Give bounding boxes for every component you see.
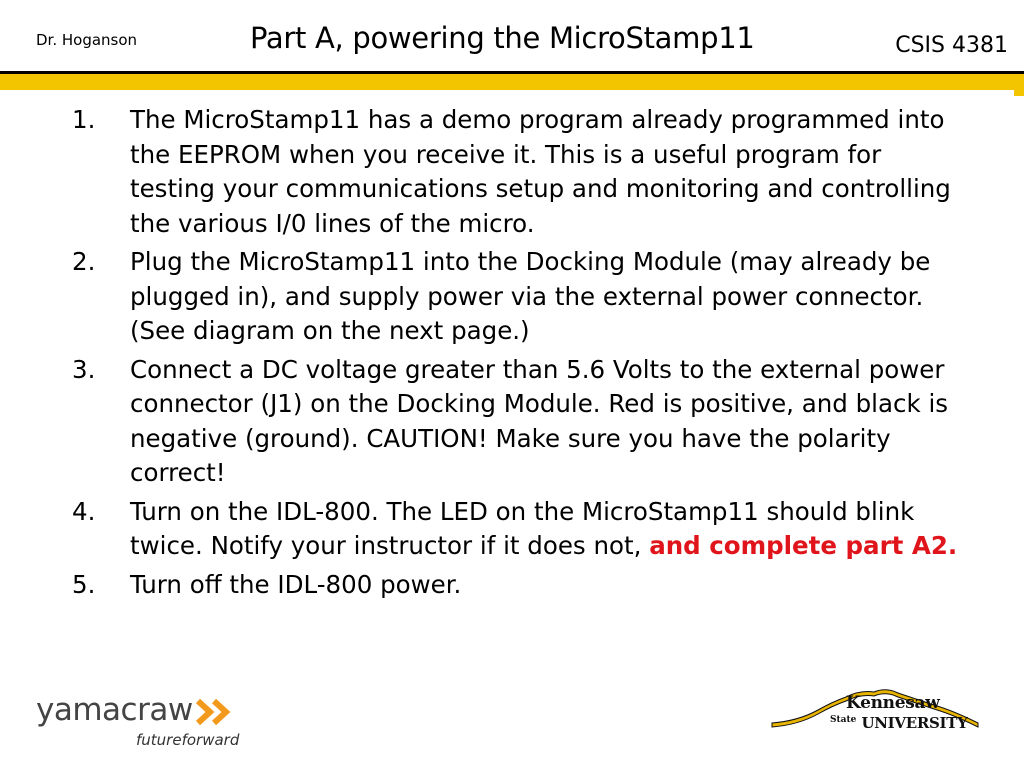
step-text: The MicroStamp11 has a demo program already programmed into the EEPROM when you receive it. This is a useful program for testing your communications setup and monitoring and controlling the various I/0 lines of the micro. [130, 105, 951, 238]
step-number: 4. [72, 496, 96, 526]
step-text: Turn on the IDL-800. The LED on the MicroStamp11 should blink twice. Notify your instructor if it does not, [130, 496, 915, 560]
yamacraw-tagline: futureforward [136, 731, 240, 749]
step-number: 1. [72, 105, 96, 134]
step-emphasis: and complete part A2. [649, 531, 958, 560]
slide-body [72, 103, 972, 606]
slide-title: Part A, powering the MicroStamp11 [250, 21, 755, 55]
step-item [72, 353, 972, 491]
author-name: Dr. Hoganson [36, 31, 138, 49]
state-word: State [830, 715, 857, 725]
header-band-yellow [0, 74, 1024, 90]
step-text: Plug the MicroStamp11 into the Docking Module (may already be plugged in), and supply power via the external power connector. (See diagram on the next page.) [130, 247, 931, 345]
step-text: Turn off the IDL-800 power. [130, 569, 462, 599]
header-band-stub [1014, 90, 1024, 96]
step-item [72, 103, 972, 241]
step-item [72, 495, 972, 564]
kennesaw-state-logo [768, 683, 982, 745]
step-item [72, 245, 972, 349]
yamacraw-wordmark: yamacraw [36, 692, 193, 728]
state-university-line [830, 713, 968, 732]
yamacraw-logo [36, 692, 276, 752]
double-chevron-icon [196, 698, 236, 726]
step-number: 2. [72, 247, 96, 276]
step-number: 3. [72, 354, 96, 384]
course-code: CSIS 4381 [895, 33, 1008, 58]
university-word: UNIVERSITY [861, 714, 968, 732]
step-number: 5. [72, 569, 96, 599]
kennesaw-word: Kennesaw [846, 693, 940, 713]
step-text: Connect a DC voltage greater than 5.6 Volts to the external power connector (J1) on the Docking Module. Red is positive, and black is negative (ground). CAUTION! Make sure you have the polarity correct! [130, 354, 949, 487]
steps-list [72, 103, 972, 602]
step-item [72, 568, 972, 603]
